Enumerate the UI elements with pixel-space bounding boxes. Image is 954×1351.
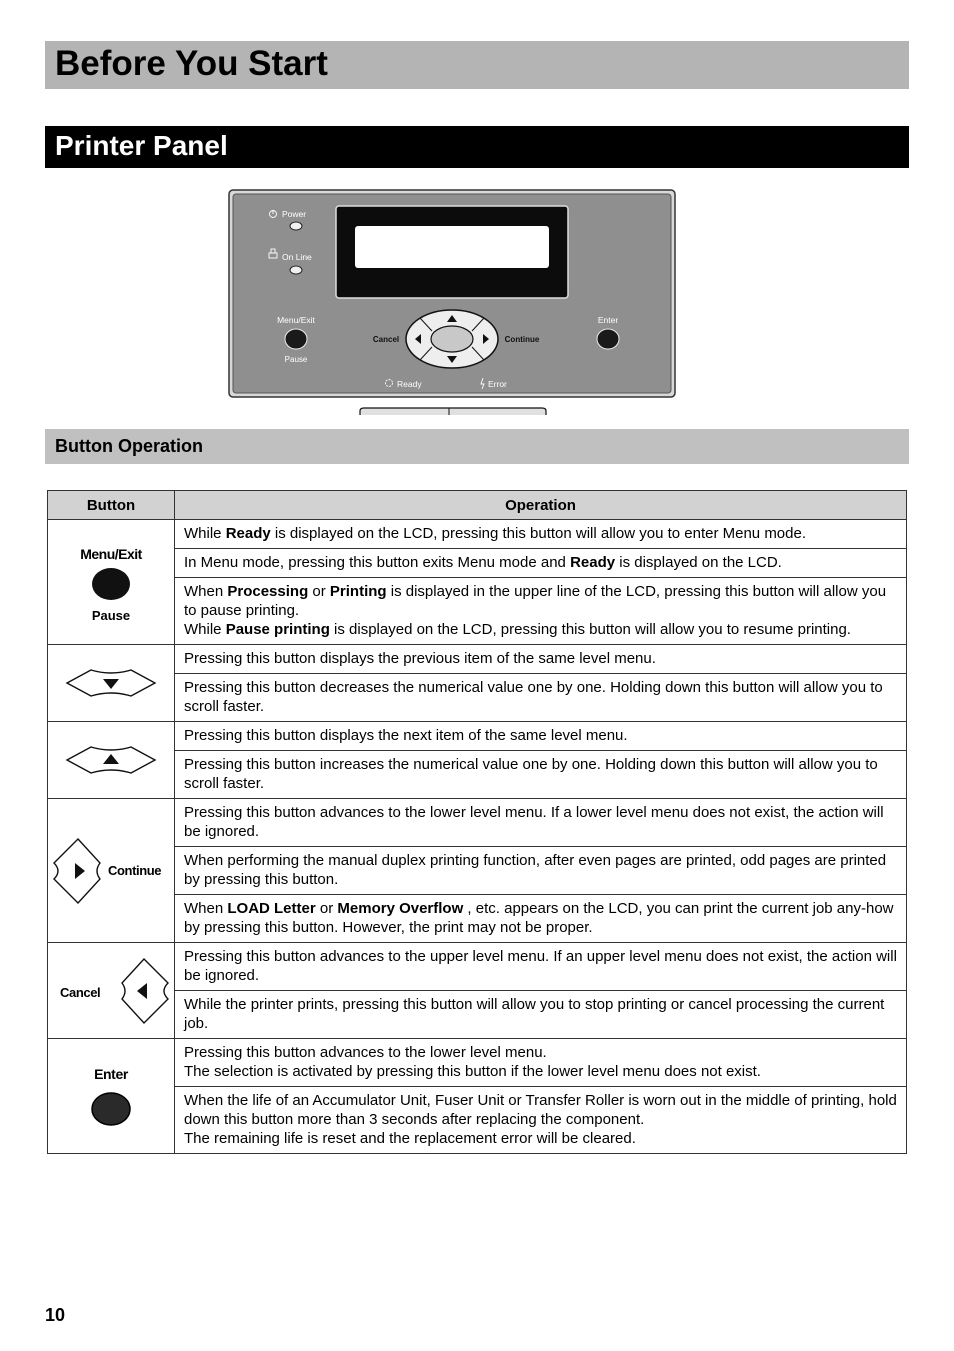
error-label: Error	[488, 379, 507, 389]
operation-cell: Pressing this button displays the previous item of the same level menu.	[175, 645, 907, 674]
center-button[interactable]	[431, 326, 473, 352]
text-segment: or	[308, 583, 330, 600]
table-row	[48, 722, 907, 751]
text-segment: is displayed on the LCD, pressing this button will allow you to enter Menu mode.	[270, 525, 807, 542]
operation-cell	[175, 578, 907, 645]
up-button-cell	[48, 722, 175, 799]
button-operation-table	[47, 490, 907, 1154]
operation-line: The remaining life is reset and the replacement error will be cleared.	[184, 1130, 636, 1147]
text-segment: is displayed on the LCD.	[615, 554, 782, 571]
operation-cell	[175, 1039, 907, 1087]
table-header-row	[48, 491, 907, 520]
down-button-cell	[48, 645, 175, 722]
section-title: Printer Panel	[45, 126, 909, 168]
pause-label: Pause	[284, 355, 308, 364]
operation-cell	[175, 895, 907, 943]
table-row	[48, 895, 907, 943]
table-row	[48, 520, 907, 549]
table-row	[48, 1039, 907, 1087]
menu-exit-button-illustration	[61, 537, 161, 627]
menu-exit-text: Menu/Exit	[80, 546, 142, 562]
operation-cell	[175, 520, 907, 549]
cancel-button-cell	[48, 943, 175, 1039]
text-segment: When	[184, 583, 228, 600]
table-row	[48, 847, 907, 895]
online-label: On Line	[282, 252, 312, 262]
enter-button-cell	[48, 1039, 175, 1154]
operation-cell: Pressing this button decreases the numerical value one by one. Holding down this button will allow you to scroll faster.	[175, 674, 907, 722]
round-button-icon	[92, 1093, 130, 1125]
cancel-button-illustration	[48, 955, 174, 1027]
operation-cell: Pressing this button advances to the upper level menu. If an upper level menu does not exist, the action will be ignored.	[175, 943, 907, 991]
operation-text	[184, 554, 782, 571]
enter-label: Enter	[597, 315, 619, 325]
ready-label: Ready	[397, 379, 422, 389]
continue-button-illustration	[48, 835, 174, 907]
header-operation: Operation	[175, 491, 907, 520]
page-number: 10	[45, 1305, 66, 1325]
enter-text: Enter	[94, 1066, 128, 1082]
emphasis-term: Printing	[329, 583, 387, 600]
continue-button-cell	[48, 799, 175, 943]
pause-text: Pause	[91, 608, 131, 623]
operation-cell	[175, 549, 907, 578]
continue-label: Continue	[504, 335, 540, 344]
operation-text	[184, 525, 806, 542]
table-row	[48, 1087, 907, 1154]
header-button: Button	[48, 491, 175, 520]
text-segment: While	[184, 525, 226, 542]
operation-cell: Pressing this button displays the next item of the same level menu.	[175, 722, 907, 751]
table-row	[48, 751, 907, 799]
emphasis-term: Ready	[225, 525, 271, 542]
cancel-text: Cancel	[60, 984, 101, 1000]
emphasis-term: Memory Overflow	[337, 900, 464, 917]
down-button-illustration	[61, 663, 161, 703]
operation-text	[184, 583, 886, 619]
text-segment: , etc. appears on the LCD, you can print the current job any-how by pressing this button. However, the print may not be proper.	[184, 900, 894, 936]
table-row	[48, 799, 907, 847]
table-row	[48, 549, 907, 578]
page-title: Before You Start	[45, 41, 909, 89]
menu-exit-button-cell	[48, 520, 175, 645]
operation-cell: When performing the manual duplex printing function, after even pages are printed, odd pages are printed by pressing this button.	[175, 847, 907, 895]
power-label: Power	[282, 209, 307, 219]
operation-cell: Pressing this button advances to the lower level menu. If a lower level menu does not exist, the action will be ignored.	[175, 799, 907, 847]
operation-line: When the life of an Accumulator Unit, Fuser Unit or Transfer Roller is worn out in the middle of printing, hold down this button more than 3 seconds after replacing the component.	[184, 1092, 897, 1128]
operation-text	[184, 900, 894, 936]
cancel-label: Cancel	[372, 335, 400, 344]
text-segment: While	[184, 621, 226, 638]
text-segment: is displayed on the LCD, pressing this button will allow you to resume printing.	[329, 621, 851, 638]
emphasis-term: LOAD Letter	[227, 900, 316, 917]
printer-panel-illustration	[228, 189, 676, 417]
power-led	[290, 222, 302, 230]
menu-exit-label: Menu/Exit	[277, 315, 315, 325]
continue-text: Continue	[108, 862, 162, 878]
table-row	[48, 578, 907, 645]
lcd-screen	[355, 226, 549, 268]
subsection-title: Button Operation	[45, 429, 909, 464]
operation-cell: Pressing this button increases the numerical value one by one. Holding down this button will allow you to scroll faster.	[175, 751, 907, 799]
enter-button[interactable]	[597, 329, 619, 349]
table-row	[48, 943, 907, 991]
navigation-pad	[406, 310, 498, 368]
operation-cell: While the printer prints, pressing this button will allow you to stop printing or cancel processing the current job.	[175, 991, 907, 1039]
emphasis-term: Ready	[570, 554, 616, 571]
round-button-icon	[92, 568, 130, 600]
table-row	[48, 674, 907, 722]
operation-text	[184, 621, 851, 638]
text-segment: When	[184, 900, 228, 917]
text-segment: is displayed in the upper line of the LCD, pressing this button will allow you to pause printing.	[184, 583, 887, 619]
operation-line: Pressing this button advances to the lower level menu.	[184, 1044, 547, 1061]
table-row	[48, 991, 907, 1039]
operation-cell	[175, 1087, 907, 1154]
table-row	[48, 645, 907, 674]
text-segment: In Menu mode, pressing this button exits Menu mode and	[184, 554, 571, 571]
enter-button-illustration	[61, 1061, 161, 1131]
up-button-illustration	[61, 740, 161, 780]
text-segment: or	[315, 900, 338, 917]
online-led	[290, 266, 302, 274]
emphasis-term: Pause printing	[225, 621, 330, 638]
emphasis-term: Processing	[227, 583, 309, 600]
panel-base	[360, 408, 546, 415]
operation-line: The selection is activated by pressing this button if the lower level menu does not exist.	[184, 1063, 761, 1080]
menu-exit-button[interactable]	[285, 329, 307, 349]
